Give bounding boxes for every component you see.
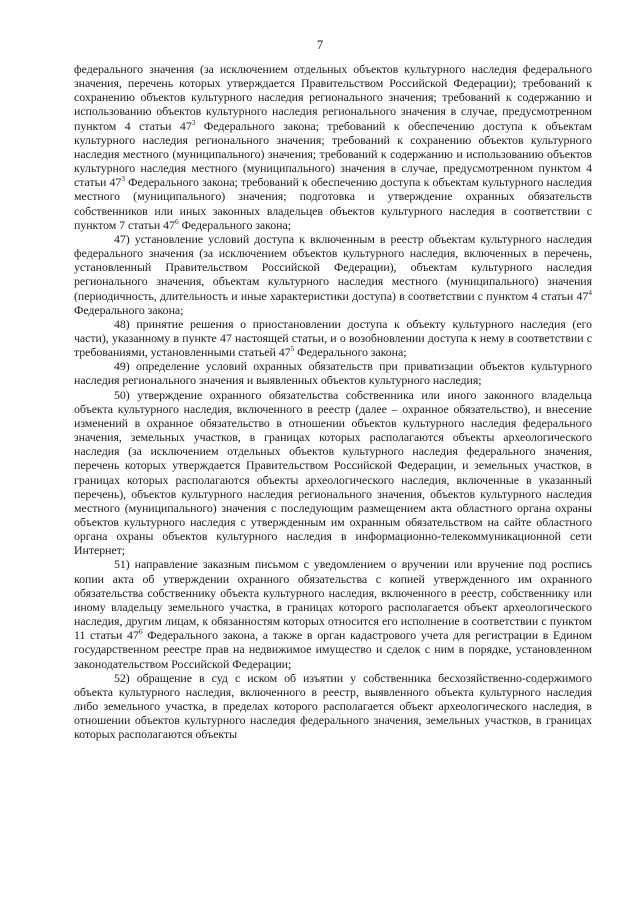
paragraph-text: Федерального закона; требований к обеспечению доступа к объектам культурного наследия регионального значения; требований к сохранению объектов культурного наследия местного (муниципального) значения; требований к содержанию и использованию объектов культурного наследия местного (муниципального) значения в случае, предусмотренном пунктом 4 статьи 47 — [74, 118, 592, 190]
article-superscript: 3 — [191, 117, 196, 127]
paragraph-text: 50) утверждение охранного обязательства собственника или иного законного владельца объекта культурного наследия, включенного в реестр (далее – охранное обязательство), и внесение изменений в охранное обязательство в отношении объектов культурного наследия федерального значения, земельных участков, в границах которых располагаются объекты археологического наследия (за исключением отдельных объектов культурного наследия федерального значения, перечень которых утверждается Правительством Российской Федерации, и земельных участков, в границах которых располагаются объекты археологического наследия, включенные в указанный перечень), объектов культурного наследия регионального значения, объектов культурного наследия местного (муниципального) значения с последующим размещением акта областного органа охраны объектов культурного наследия с утвержденным им охранным обязательством на сайте областного органа охраны объектов культурного наследия в информационно-телекоммуникационной сети Интернет; — [74, 387, 592, 558]
article-superscript: 3 — [121, 174, 125, 184]
paragraph-text: 47) установление условий доступа к включенным в реестр объектам культурного наследия федерального значения (за исключением объектов культурного наследия, включенных в перечень, установленный Правительством Российской Федерации), объектам культурного наследия регионального значения, объектам культурного наследия местного (муниципального) значения (периодичность, длительность и иные характеристики доступа) в соответствии с пунктом 4 статьи 47 — [74, 231, 592, 303]
paragraph-text: Федерального закона; — [74, 302, 184, 317]
paragraph-text: 52) обращение в суд с иском об изъятии у собственника бесхозяйственно-содержимого объекта культурного наследия, включенного в реестр, выявленного объекта культурного наследия либо земельного участка, в пределах которого располагается объект археологического наследия, в отношении объектов культурного наследия федерального значения, земельных участков, в границах которых располагаются объекты — [74, 670, 592, 742]
paragraph-item-48 — [74, 317, 592, 359]
article-superscript: 4 — [588, 287, 592, 297]
article-superscript: 6 — [138, 627, 143, 637]
paragraph-item-51 — [74, 557, 592, 670]
paragraph-item-46-continued — [74, 62, 592, 232]
paragraph-item-47 — [74, 232, 592, 317]
paragraph-text: Федерального закона; — [294, 345, 407, 360]
article-superscript: 5 — [290, 344, 295, 354]
paragraph-text: федерального значения (за исключением отдельных объектов культурного наследия федерального значения, перечень которых утверждается Правительством Российской Федерации); требований к сохранению объектов культурного наследия регионального значения; требований к содержанию и использованию объектов культурного наследия регионального значения в случае, предусмотренном пунктом 4 статьи 47 — [74, 62, 592, 133]
paragraph-text: 48) принятие решения о приостановлении доступа к объекту культурного наследия (его части), указанному в пункте 47 настоящей статьи, и о возобновлении доступа к нему в соответствии с требованиями, установленными статьей 47 — [74, 316, 592, 360]
article-superscript: 6 — [174, 216, 179, 226]
paragraph-text: Федерального закона; требований к обеспечению доступа к объектам культурного наследия местного (муниципального) значения; подготовка и утверждение охранных обязательств собственников или иных законных владельцев объектов культурного наследия в соответствии с пунктом 7 статьи 47 — [74, 175, 592, 232]
paragraph-text: Федерального закона; — [178, 217, 291, 232]
page-number: 7 — [316, 38, 324, 52]
document-body — [74, 62, 592, 742]
paragraph-text: 49) определение условий охранных обязательств при приватизации объектов культурного наследия регионального значения и выявленных объектов культурного наследия; — [74, 359, 592, 388]
paragraph-text: Федерального закона, а также в орган кадастрового учета для регистрации в Едином государственном реестре прав на недвижимое имущество и сделок с ним в порядке, установленном законодательством Российской Федерации; — [74, 628, 592, 671]
paragraph-item-49 — [74, 359, 592, 387]
paragraph-item-52 — [74, 671, 592, 742]
paragraph-text: 51) направление заказным письмом с уведомлением о вручении или вручение под роспись копии акта об утверждении охранного обязательства с копией утвержденного им охранного обязательства собственнику объекта культурного наследия, включенного в реестр, собственнику или иному владельцу земельного участка, в границах которого располагается объект археологического наследия, другим лицам, к обязанностям которых относится его исполнение в соответствии с пунктом 11 статьи 47 — [74, 557, 592, 643]
paragraph-item-50 — [74, 388, 592, 558]
